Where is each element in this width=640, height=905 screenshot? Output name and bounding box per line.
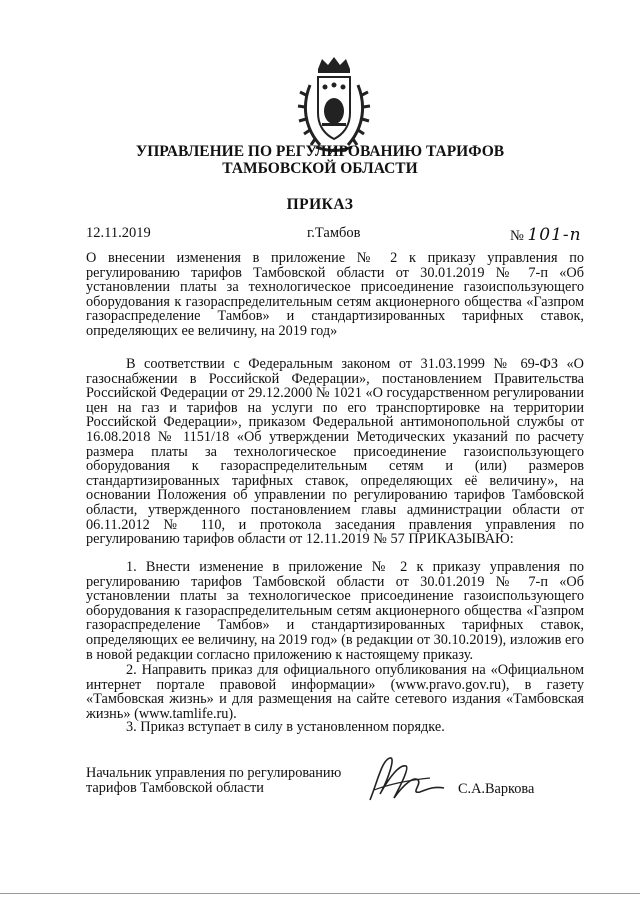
document-type: ПРИКАЗ [286, 196, 354, 213]
order-item-3: 3. Приказ вступает в силу в установленном порядке. [126, 719, 445, 735]
handwritten-number: 101-п [527, 225, 582, 245]
signatory-name: С.А.Варкова [458, 781, 535, 797]
document-subject: О внесении изменения в приложение № 2 к приказу управления по регулированию тарифов Тамбовской области от 30.01.2019 № 7-п «Об установлении платы за технологическое присоединение газоиспользующего оборудования к газораспределительным сетям акционерного общества «Газпром газораспределение Тамбов» и стандартизированных тарифных ставок, определяющих ее величину, на 2019 год» [86, 250, 584, 339]
signatory-position [86, 766, 341, 795]
document-number [510, 225, 582, 245]
document-date: 12.11.2019 [86, 225, 151, 241]
signatory-position-line1: Начальник управления по регулированию [86, 765, 342, 781]
agency-name [0, 143, 640, 177]
agency-name-line2: ТАМБОВСКОЙ ОБЛАСТИ [222, 160, 418, 177]
handwritten-signature [360, 750, 450, 810]
order-item-1: 1. Внести изменение в приложение № 2 к приказу управления по регулированию тарифов Тамбовской области от 30.01.2019 № 7-п «Об установлении платы за технологическое присоединение газоиспользующего оборудования к газораспределительным сетям акционерного общества «Газпром газораспределение Тамбов» и стандартизированных тарифных ставок, определяющих ее величину, на 2019 год» (в редакции от 30.10.2019), изложив его в новой редакции согласно приложению к настоящему приказу. [86, 559, 584, 663]
signatory-position-line2: тарифов Тамбовской области [86, 779, 264, 796]
preamble-paragraph: В соответствии с Федеральным законом от 31.03.1999 № 69-ФЗ «О газоснабжении в Российской Федерации», постановлением Правительства Российской Федерации от 29.12.2000 № 1021 «О государственном регулировании цен на газ и тарифов на услуги по его транспортировке на территории Российской Федерации», приказом Федеральной антимонопольной службы от 16.08.2018 № 1151/18 «Об утверждении Методических указаний по расчету размера платы за технологическое присоединение газоиспользующего оборудования к газораспределительным сетям и (или) размеров стандартизированных тарифных ставок, определяющих её величину», на основании Положения об управлении по регулированию тарифов Тамбовской области, утвержденного постановлением главы администрации области от 06.11.2012 № 110, и протокола заседания правления управления по регулированию тарифов области от 12.11.2019 № 57 ПРИКАЗЫВАЮ: [86, 356, 584, 548]
document-city: г.Тамбов [307, 225, 361, 241]
order-item-2: 2. Направить приказ для официального опубликования на «Официальном интернет портале правовой информации» (www.pravo.gov.ru), в газету «Тамбовская жизнь» и для размещения на сайте сетевого издания «Тамбовская жизнь» (www.tamlife.ru). [86, 662, 584, 722]
coat-of-arms-emblem [296, 55, 372, 155]
agency-name-line1: УПРАВЛЕНИЕ ПО РЕГУЛИРОВАНИЮ ТАРИФОВ [135, 143, 505, 160]
page-bottom-edge [0, 893, 640, 894]
number-prefix: № [510, 228, 524, 244]
